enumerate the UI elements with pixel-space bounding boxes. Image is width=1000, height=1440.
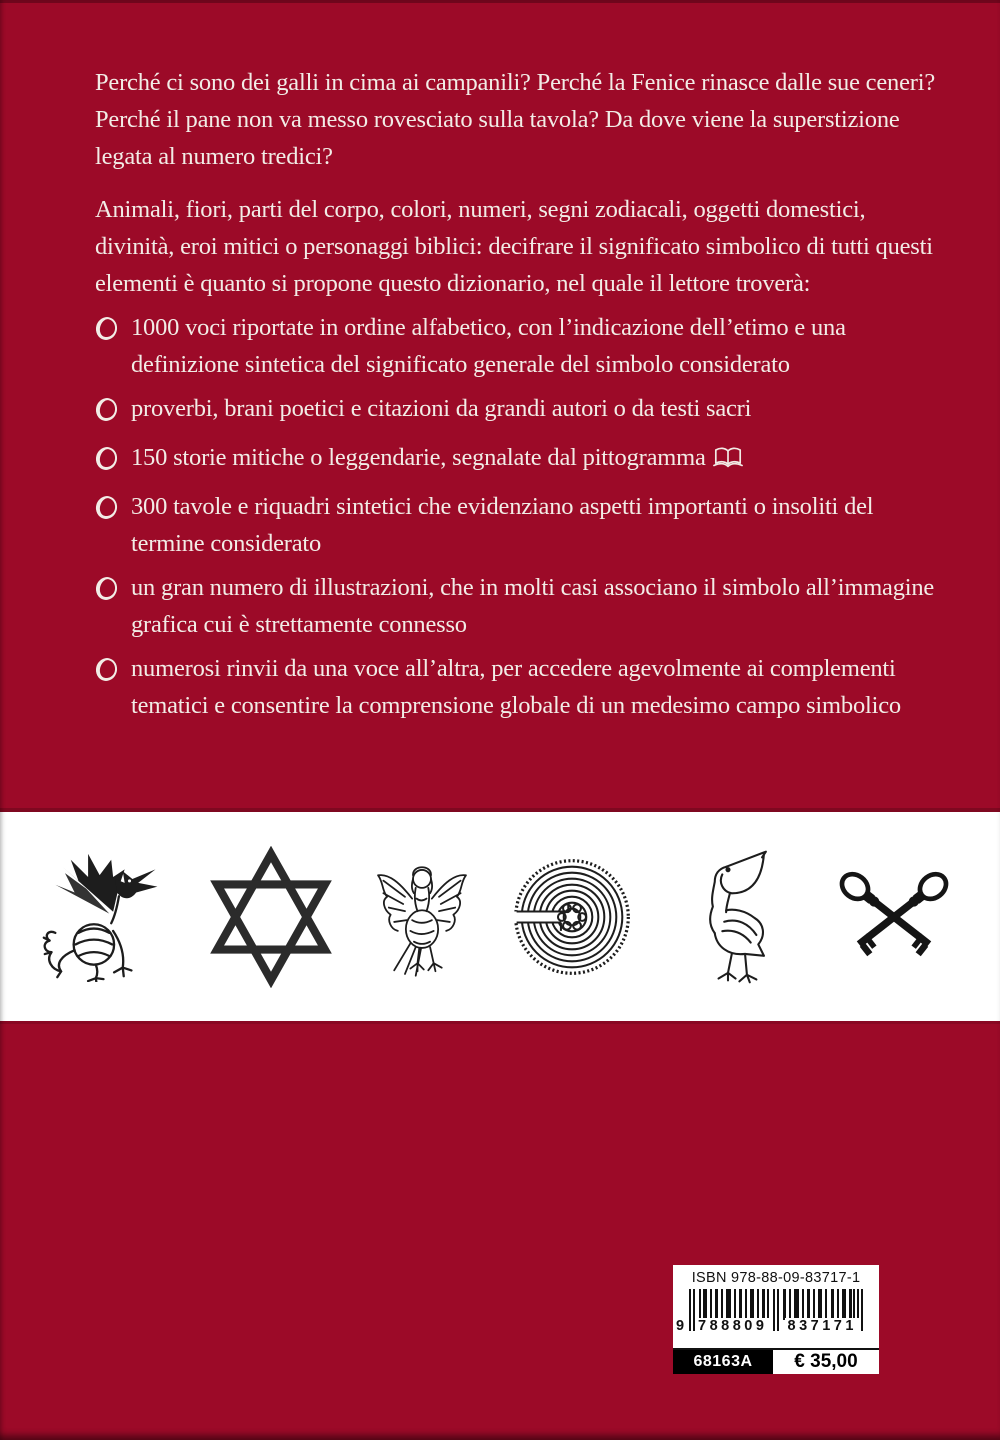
pelican-icon [671, 846, 785, 988]
feature-list [95, 309, 947, 724]
bullet-text: 1000 voci riportate in ordine alfabetico, con l’indicazione dell’etimo e una definizione sintetica del significato generale del simbolo considerato [131, 314, 846, 378]
list-item [95, 650, 947, 724]
ring-bullet-icon [94, 396, 120, 423]
list-item [95, 488, 947, 562]
list-item [95, 439, 947, 481]
bullet-text: un gran numero di illustrazioni, che in molti casi associano il simbolo all’immagine grafica cui è strettamente connesso [131, 574, 935, 638]
labyrinth-icon [512, 857, 632, 977]
bullet-text: 300 tavole e riquadri sintetici che evidenziano aspetti importanti o insoliti del termine considerato [131, 493, 874, 557]
barcode-bars [676, 1289, 867, 1334]
barcode-digits [676, 1318, 867, 1334]
open-book-icon [713, 446, 743, 469]
harpy-icon [371, 852, 473, 982]
barcode-block [673, 1265, 879, 1374]
list-item [95, 569, 947, 643]
edition-code-badge: 68163A [673, 1350, 773, 1374]
bullet-marker-col [95, 439, 131, 481]
bullet-marker-col [95, 390, 131, 432]
blurb [95, 64, 947, 731]
bullet-marker-col [95, 650, 131, 724]
bullet-marker-col [95, 309, 131, 383]
ean-digit-lead: 9 [676, 1318, 688, 1334]
crossed-keys-icon [824, 860, 964, 974]
ring-bullet-icon [94, 575, 120, 602]
intro-paragraph-2: Animali, fiori, parti del corpo, colori, numeri, segni zodiacali, oggetti domestici, divinità, eroi mitici o personaggi biblici: decifrare il significato simbolico di tutti questi elementi è quanto si propone questo dizionario, nel quale il lettore troverà: [95, 196, 933, 297]
price-badge: € 35,00 [773, 1350, 879, 1374]
price-row [673, 1348, 879, 1374]
star-of-david-icon [210, 846, 332, 988]
symbol-band [0, 812, 1000, 1021]
ring-bullet-icon [94, 656, 120, 683]
isbn-box [673, 1265, 879, 1348]
list-item [95, 390, 947, 432]
ean-digit-group-2: 837171 [785, 1318, 861, 1334]
ring-bullet-icon [94, 445, 120, 472]
isbn-label: ISBN 978-88-09-83717-1 [691, 1270, 861, 1286]
bullet-text: proverbi, brani poetici e citazioni da grandi autori o da testi sacri [131, 395, 752, 422]
ring-bullet-icon [94, 494, 120, 521]
bullet-text: numerosi rinvii da una voce all’altra, per accedere agevolmente ai complementi tematici e consentire la comprensione globale di un medesimo campo simbolico [131, 655, 901, 719]
list-item [95, 309, 947, 383]
bullet-marker-col [95, 569, 131, 643]
ean-digit-group-1: 788809 [695, 1318, 771, 1334]
bullet-marker-col [95, 488, 131, 562]
ring-bullet-icon [94, 315, 120, 342]
bullet-text-inline: 150 storie mitiche o leggendarie, segnalate dal pittogramma [131, 444, 706, 471]
dragon-icon [36, 852, 171, 982]
bullet-text [131, 439, 947, 481]
intro-paragraph-1: Perché ci sono dei galli in cima ai campanili? Perché la Fenice rinasce dalle sue ceneri? Perché il pane non va messo rovesciato sulla tavola? Da dove viene la superstizione legata al numero tredici? [95, 69, 935, 170]
